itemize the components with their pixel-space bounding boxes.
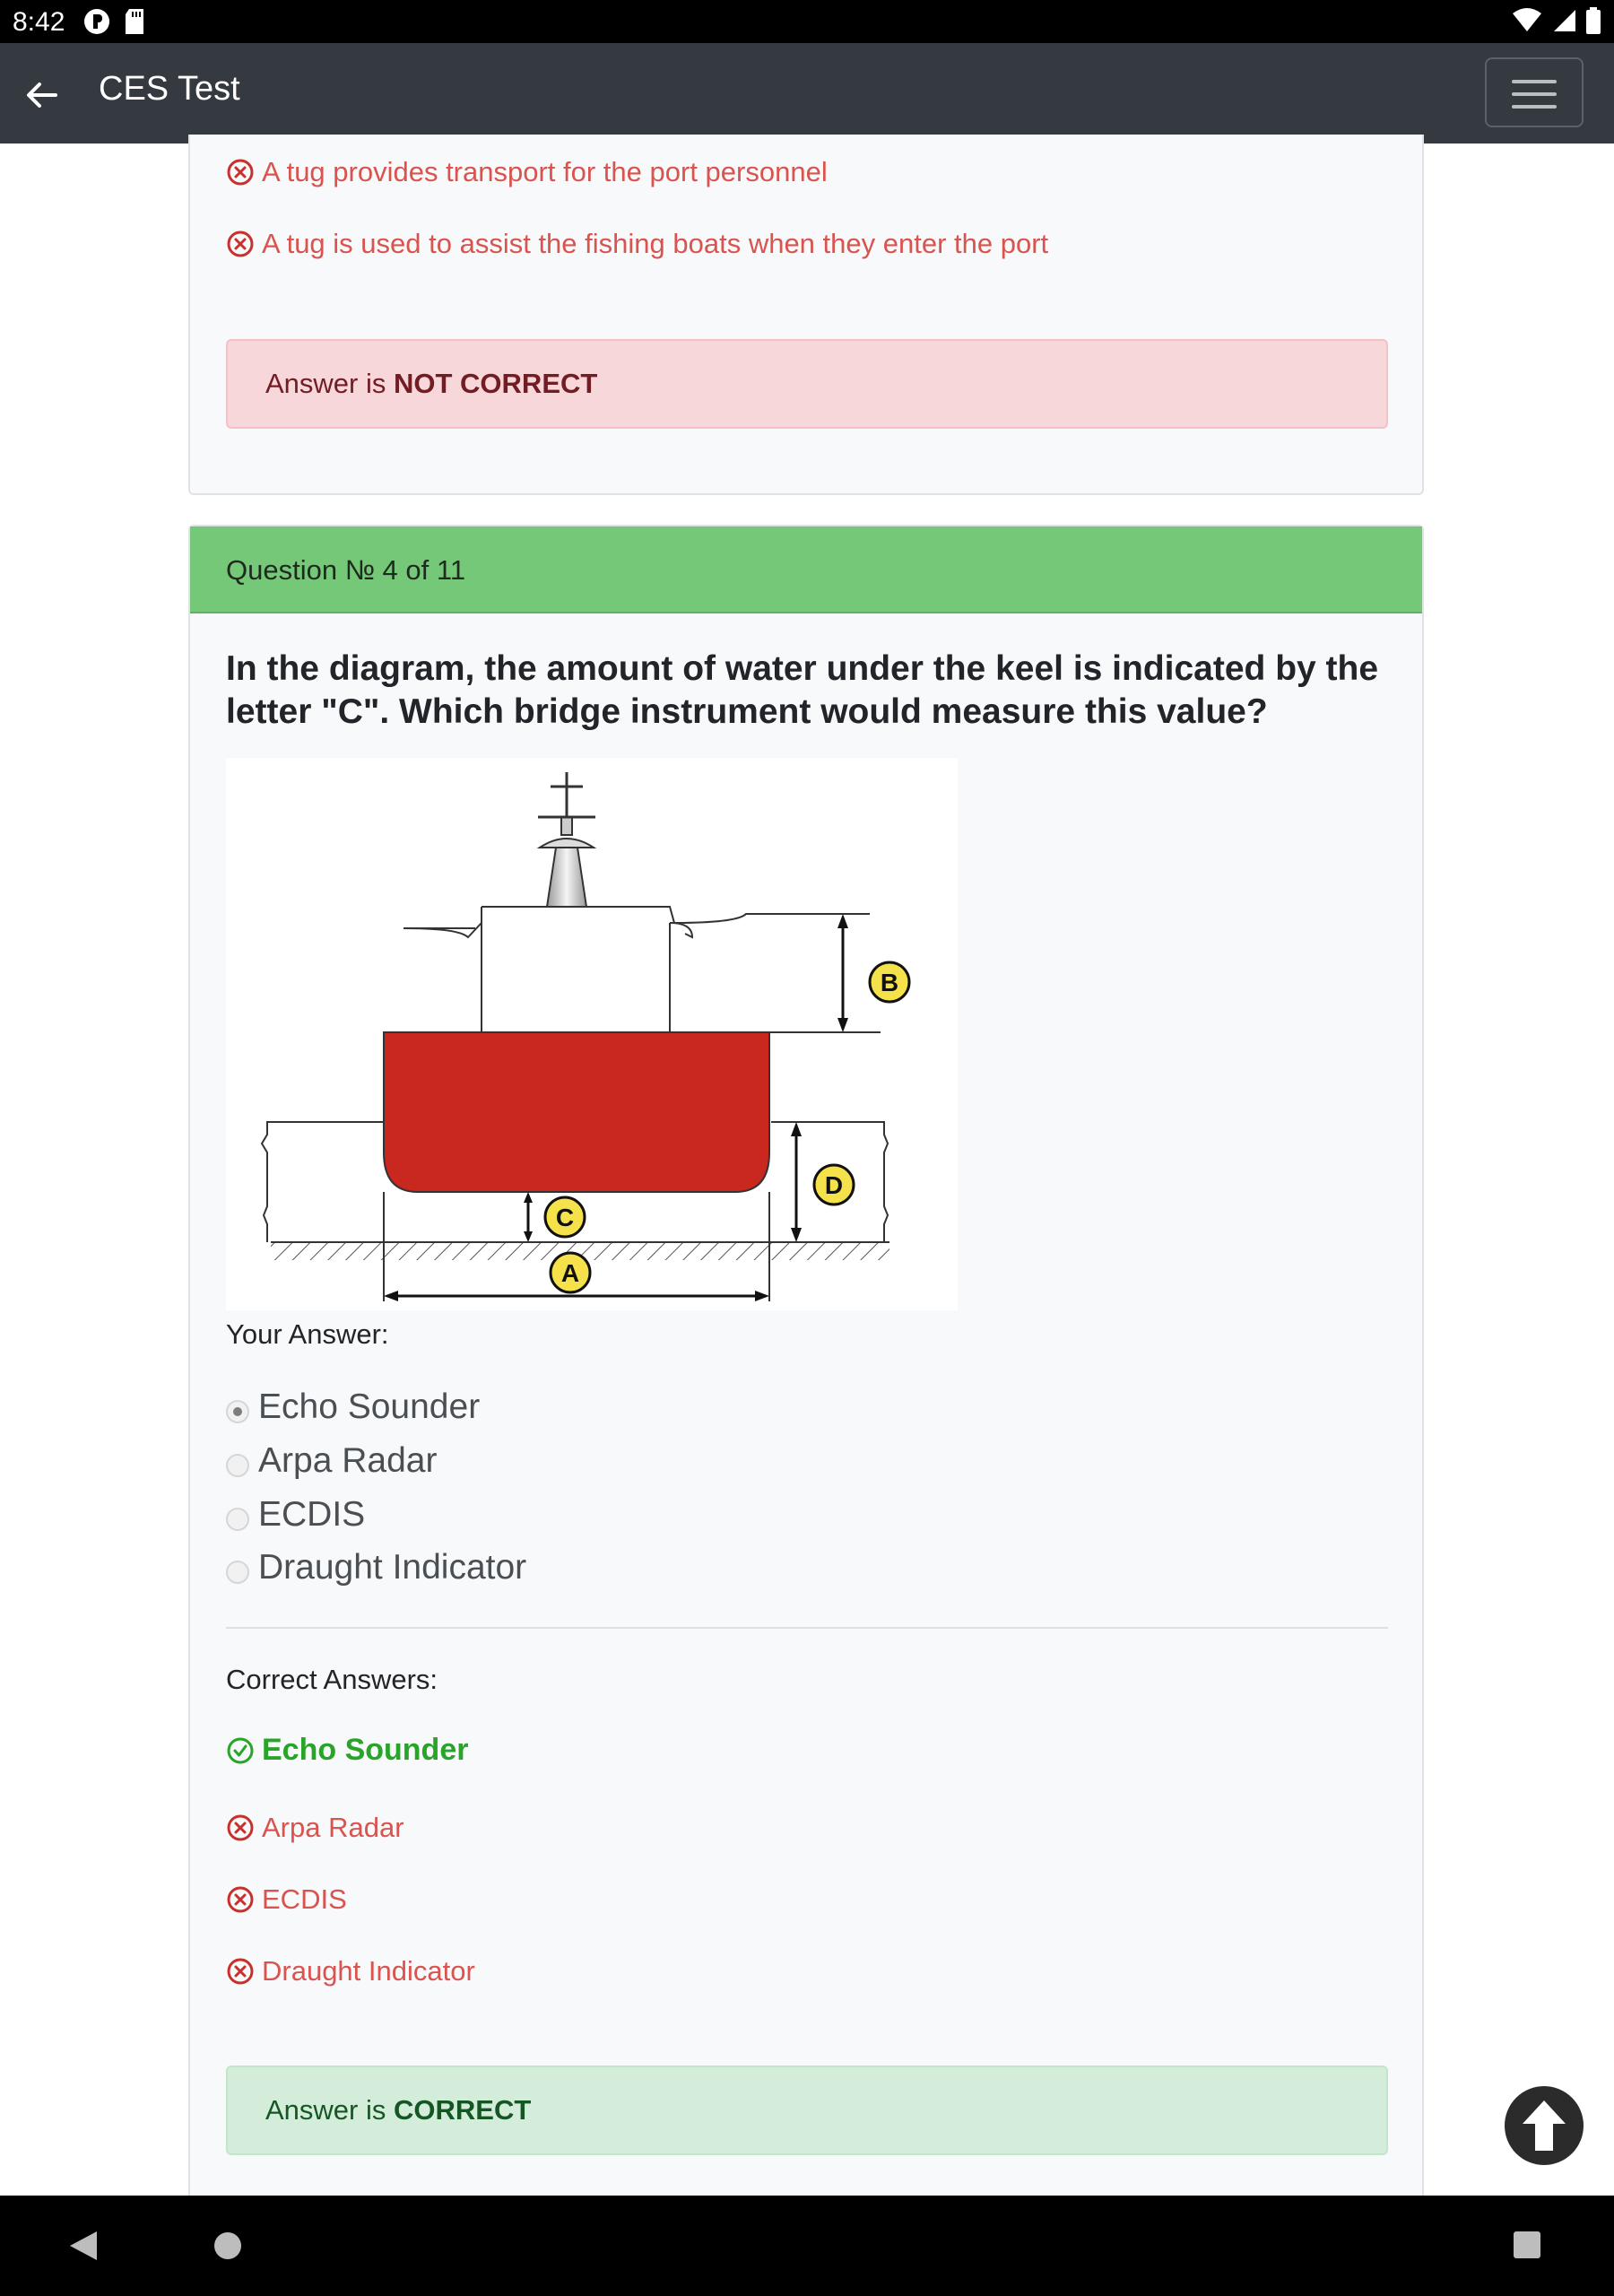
answer-option-wrong: A tug provides transport for the port personnel — [226, 156, 828, 188]
radio-button[interactable] — [226, 1400, 249, 1423]
radio-button[interactable] — [226, 1454, 249, 1477]
answer-option-correct: Echo Sounder — [226, 1733, 468, 1768]
scroll-to-top-button[interactable] — [1501, 2083, 1587, 2169]
answer-option-wrong: Draught Indicator — [226, 1955, 475, 1987]
question-card — [188, 525, 1424, 2229]
divider — [226, 1627, 1388, 1629]
diagram-label-c — [545, 1197, 585, 1237]
result-alert-correct: Answer is CORRECT — [226, 2066, 1388, 2155]
radio-button[interactable] — [226, 1508, 249, 1531]
back-arrow-icon[interactable] — [23, 77, 59, 113]
app-bar — [0, 43, 1614, 144]
answer-option-wrong: ECDIS — [226, 1883, 347, 1916]
answer-option-wrong: A tug is used to assist the fishing boats when they enter the port — [226, 228, 1048, 260]
correct-answers-label: Correct Answers: — [226, 1664, 438, 1695]
menu-icon — [1512, 80, 1557, 83]
status-bar — [0, 0, 1614, 43]
ship-keel-diagram — [226, 758, 958, 1310]
answer-option-wrong: Arpa Radar — [226, 1812, 404, 1844]
battery-icon — [1585, 7, 1601, 34]
menu-button[interactable] — [1485, 57, 1584, 127]
x-circle-icon — [226, 230, 255, 258]
svg-text:D: D — [824, 1171, 844, 1199]
wifi-icon — [1512, 8, 1542, 33]
previous-question-card — [188, 135, 1424, 495]
system-nav-bar — [0, 2196, 1614, 2296]
diagram-label-b — [870, 962, 909, 1002]
nav-recents-icon[interactable] — [1514, 2231, 1540, 2258]
result-alert-incorrect: Answer is NOT CORRECT — [226, 339, 1388, 429]
svg-text:B: B — [880, 969, 899, 996]
nav-home-icon[interactable] — [213, 2231, 242, 2260]
sd-card-icon — [124, 7, 147, 36]
x-circle-icon — [226, 1957, 255, 1986]
arrow-up-icon — [1505, 2086, 1584, 2165]
choice-draught-indicator[interactable]: Draught Indicator — [226, 1548, 526, 1587]
x-circle-icon — [226, 1813, 255, 1842]
question-text: In the diagram, the amount of water under the keel is indicated by the letter "C". Which bridge instrument would measure this value? — [226, 649, 1379, 731]
radio-button[interactable] — [226, 1561, 249, 1584]
diagram-label-d — [814, 1165, 854, 1205]
signal-icon — [1551, 8, 1576, 33]
svg-text:A: A — [560, 1259, 580, 1287]
app-title: CES Test — [99, 70, 240, 108]
app-notification-icon — [82, 7, 111, 36]
x-circle-icon — [226, 1885, 255, 1914]
status-time: 8:42 — [13, 7, 65, 37]
svg-text:C: C — [555, 1204, 575, 1231]
choice-ecdis[interactable]: ECDIS — [226, 1495, 365, 1535]
choice-echo-sounder[interactable]: Echo Sounder — [226, 1387, 480, 1427]
question-header: Question № 4 of 11 — [190, 526, 1422, 613]
x-circle-icon — [226, 158, 255, 187]
choice-arpa-radar[interactable]: Arpa Radar — [226, 1441, 437, 1481]
diagram-label-a — [551, 1253, 590, 1292]
diagram-graphic — [226, 758, 958, 1310]
nav-back-icon[interactable] — [68, 2230, 99, 2262]
your-answer-label: Your Answer: — [226, 1318, 389, 1350]
check-circle-icon — [226, 1736, 255, 1765]
